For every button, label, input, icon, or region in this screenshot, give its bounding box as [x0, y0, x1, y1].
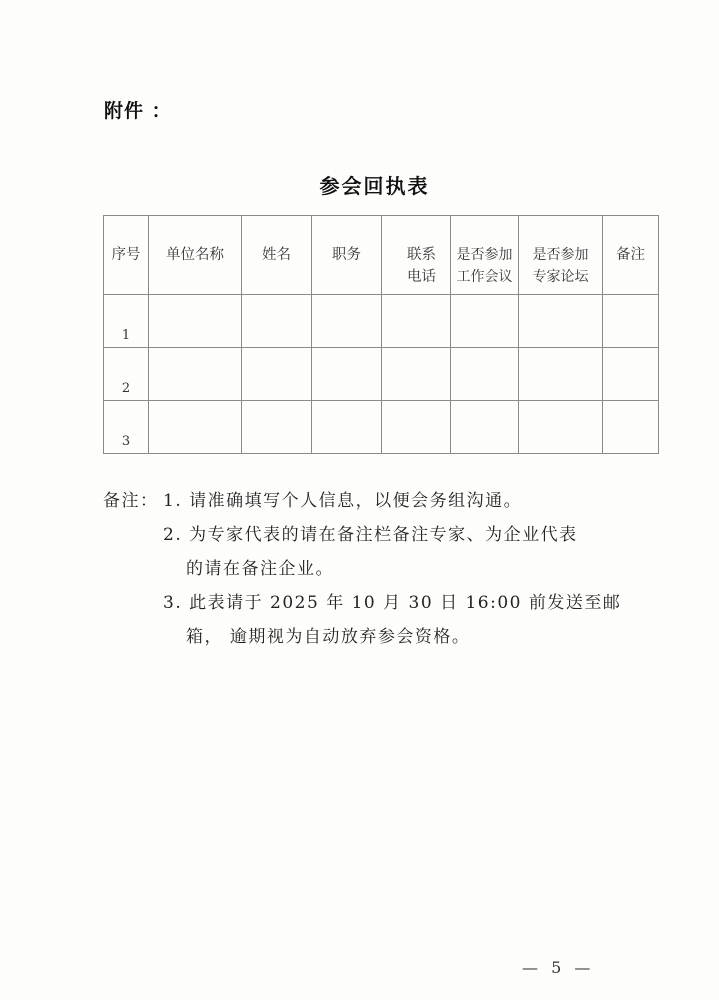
table-row — [104, 348, 659, 401]
cell-attend-meeting[interactable] — [451, 401, 519, 454]
cell-name[interactable] — [242, 348, 312, 401]
form-title: 参会回执表 — [319, 174, 430, 198]
cell-position[interactable] — [312, 295, 382, 348]
cell-position[interactable] — [312, 401, 382, 454]
note-item-3 — [103, 586, 621, 620]
cell-attend-meeting[interactable] — [451, 295, 519, 348]
note-text: 的请在备注企业。 — [186, 559, 334, 579]
page-number: — 5 — — [522, 958, 595, 977]
cell-remarks[interactable] — [603, 295, 659, 348]
cell-name[interactable] — [242, 401, 312, 454]
cell-phone[interactable] — [382, 348, 451, 401]
notes-section — [103, 484, 621, 654]
table-row — [104, 401, 659, 454]
notes-label: 备注： — [103, 491, 159, 511]
attachment-label: 附件 ： — [104, 100, 172, 122]
row-index: 2 — [104, 348, 149, 401]
cell-organization[interactable] — [149, 348, 242, 401]
header-name: 姓名 — [242, 216, 312, 295]
note-number: 3. — [163, 593, 183, 613]
note-number: 1. — [163, 491, 183, 511]
note-text: 请准确填写个人信息，以便会务组沟通。 — [189, 491, 523, 511]
cell-organization[interactable] — [149, 295, 242, 348]
table-row — [104, 295, 659, 348]
registration-table — [103, 215, 659, 454]
cell-remarks[interactable] — [603, 348, 659, 401]
row-index: 3 — [104, 401, 149, 454]
cell-position[interactable] — [312, 348, 382, 401]
header-position: 职务 — [312, 216, 382, 295]
header-organization: 单位名称 — [149, 216, 242, 295]
cell-phone[interactable] — [382, 295, 451, 348]
note-item-2 — [103, 518, 621, 552]
table-header-row — [104, 216, 659, 295]
cell-phone[interactable] — [382, 401, 451, 454]
note-text: 为专家代表的请在备注栏备注专家、为企业代表 — [189, 525, 578, 545]
note-text: 箱， 逾期视为自动放弃参会资格。 — [186, 627, 471, 647]
header-attend-forum: 是否参加 专家论坛 — [519, 216, 603, 295]
row-index: 1 — [104, 295, 149, 348]
cell-name[interactable] — [242, 295, 312, 348]
note-item-1 — [103, 484, 621, 518]
header-attend-meeting: 是否参加 工作会议 — [451, 216, 519, 295]
header-remarks: 备注 — [603, 216, 659, 295]
note-item-2-continued — [103, 552, 621, 586]
note-text: 此表请于 2025 年 10 月 30 日 16:00 前发送至邮 — [189, 593, 622, 613]
cell-attend-forum[interactable] — [519, 348, 603, 401]
cell-attend-forum[interactable] — [519, 401, 603, 454]
header-phone: 联系 电话 — [382, 216, 451, 295]
cell-attend-forum[interactable] — [519, 295, 603, 348]
note-number: 2. — [163, 525, 183, 545]
cell-remarks[interactable] — [603, 401, 659, 454]
header-index: 序号 — [104, 216, 149, 295]
note-item-3-continued — [103, 620, 621, 654]
cell-organization[interactable] — [149, 401, 242, 454]
cell-attend-meeting[interactable] — [451, 348, 519, 401]
